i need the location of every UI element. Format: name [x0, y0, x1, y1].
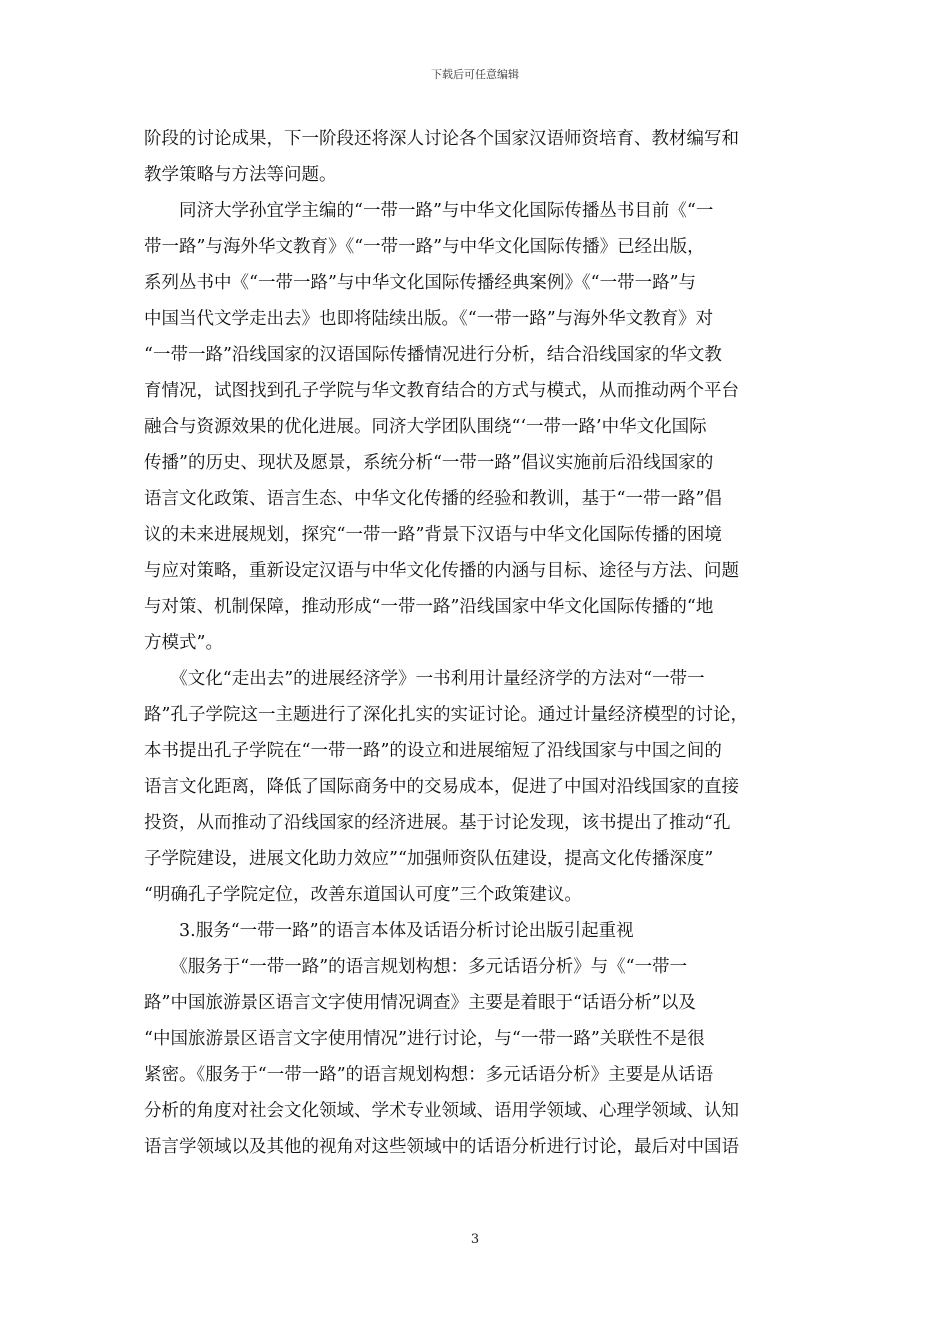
text-line: 育情况，试图找到孔子学院与华文教育结合的方式与模式，从而推动两个平台: [144, 381, 739, 401]
text-line: “明确孔子学院定位，改善东道国认可度”三个政策建议。: [144, 885, 582, 905]
text-line: 与应对策略，重新设定汉语与中华文化传播的内涵与目标、途径与方法、问题: [144, 561, 739, 581]
text-line: 路”中国旅游景区语言文字使用情况调查》主要是着眼于“话语分析”以及: [144, 993, 696, 1013]
page-number: 3: [470, 1232, 480, 1247]
text-line: 中国当代文学走出去》也即将陆续出版。《“一带一路”与海外华文教育》对: [144, 309, 714, 329]
text-line: 传播”的历史、现状及愿景，系统分析“一带一路”倡议实施前后沿线国家的: [144, 453, 714, 473]
document-body: [144, 121, 808, 1165]
page-header: 下载后可任意编辑: [431, 68, 519, 81]
text-line: 教学策略与方法等问题。: [144, 165, 337, 185]
text-line: 语言学领域以及其他的视角对这些领域中的话语分析进行讨论，最后对中国语: [144, 1137, 739, 1157]
text-line: 3.服务“一带一路”的语言本体及话语分析讨论出版引起重视: [144, 921, 634, 941]
text-line: 《服务于“一带一路”的语言规划构想：多元话语分析》与《“一带一: [144, 957, 688, 977]
text-line: 与对策、机制保障，推动形成“一带一路”沿线国家中华文化国际传播的“地: [144, 597, 714, 617]
text-line: 阶段的讨论成果，下一阶段还将深人讨论各个国家汉语师资培育、教材编写和: [144, 129, 739, 149]
text-line: 分析的角度对社会文化领域、学术专业领域、语用学领域、心理学领域、认知: [144, 1101, 739, 1121]
text-line: “中国旅游景区语言文字使用情况”进行讨论，与“一带一路”关联性不是很: [144, 1029, 705, 1049]
text-line: 语言文化政策、语言生态、中华文化传播的经验和教训，基于“一带一路”倡: [144, 489, 722, 509]
text-line: 紧密。《服务于“一带一路”的语言规划构想：多元话语分析》主要是从话语: [144, 1065, 714, 1085]
text-line: 方模式”。: [144, 633, 223, 653]
text-line: 融合与资源效果的优化进展。同济大学团队围绕“‘一带一路’中华文化国际: [144, 417, 707, 437]
text-line: 系列丛书中《“一带一路”与中华文化国际传播经典案例》《“一带一路”与: [144, 273, 697, 293]
text-line: 路”孔子学院这一主题进行了深化扎实的实证讨论。通过计量经济模型的讨论，: [144, 705, 748, 725]
text-line: 带一路”与海外华文教育》《“一带一路”与中华文化国际传播》已经出版，: [144, 237, 705, 257]
text-line: 议的未来进展规划，探究“一带一路”背景下汉语与中华文化国际传播的困境: [144, 525, 722, 545]
text-line: 本书提出孔子学院在“一带一路”的设立和进展缩短了沿线国家与中国之间的: [144, 741, 722, 761]
text-line: 语言文化距离，降低了国际商务中的交易成本，促进了中国对沿线国家的直接: [144, 777, 739, 797]
text-line: 《文化“走出去”的进展经济学》一书利用计量经济学的方法对“一带一: [144, 669, 705, 689]
text-line: 投资，从而推动了沿线国家的经济进展。基于讨论发现，该书提出了推动“孔: [144, 813, 731, 833]
text-line: 同济大学孙宜学主编的“一带一路”与中华文化国际传播丛书目前《“一: [144, 201, 714, 221]
text-line: “一带一路”沿线国家的汉语国际传播情况进行分析，结合沿线国家的华文教: [144, 345, 722, 365]
text-line: 子学院建设，进展文化助力效应”“加强师资队伍建设，提高文化传播深度”: [144, 849, 714, 869]
